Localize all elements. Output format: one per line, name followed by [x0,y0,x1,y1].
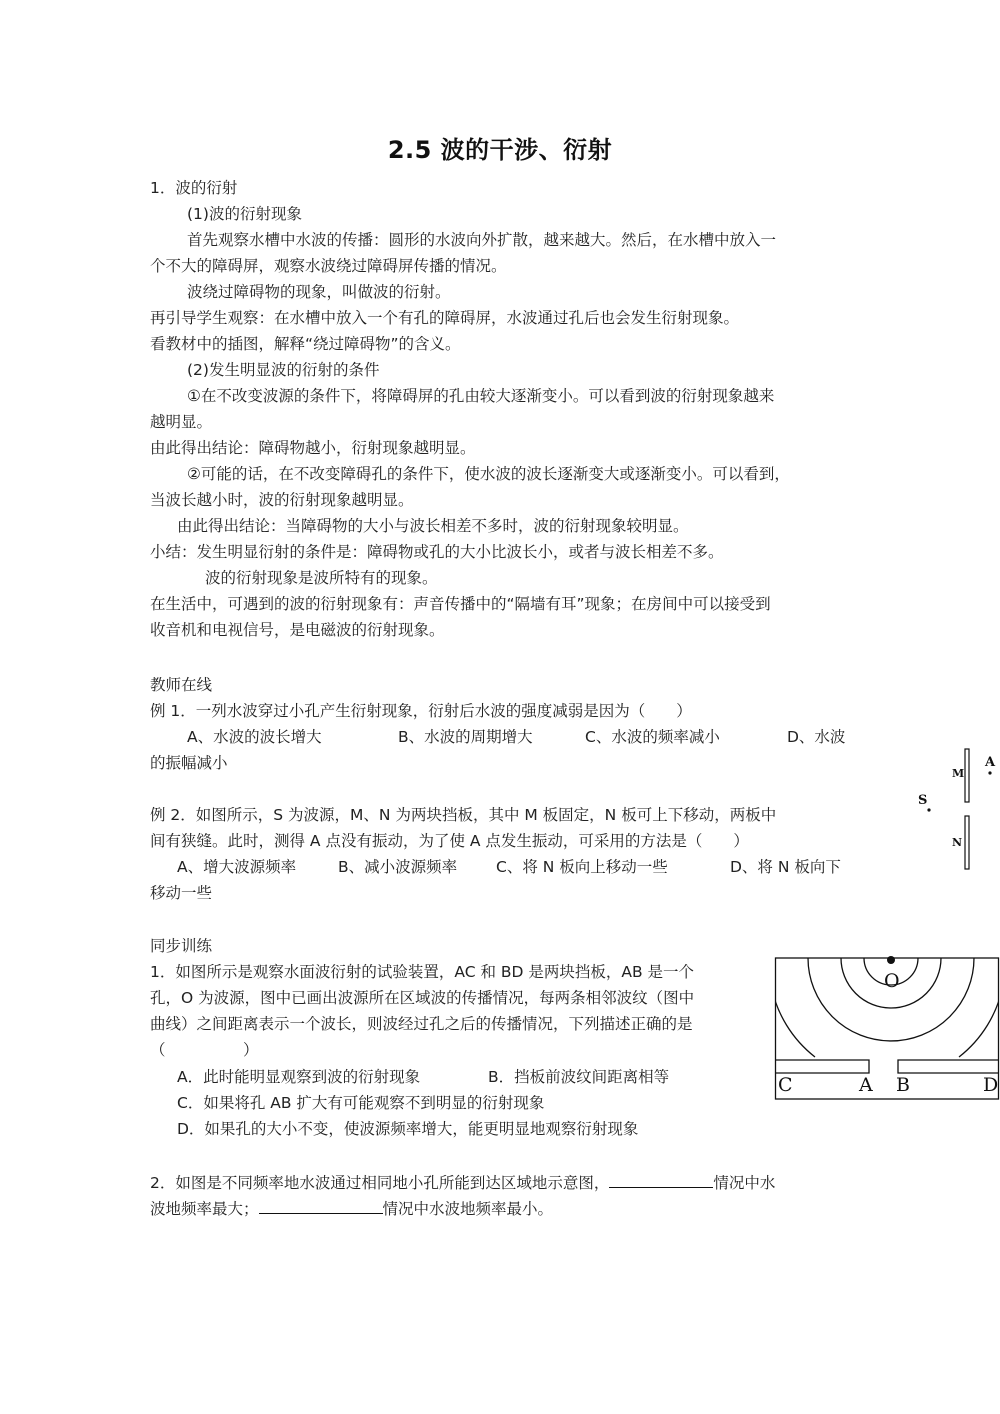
practice-q1-answer-bracket: （ ） [150,1041,259,1059]
practice-q1-option-a: A．此时能明显观察到波的衍射现象 [177,1068,421,1086]
practice-q1-line: 孔，O 为波源，图中已画出波源所在区域波的传播情况，每两条相邻波纹（图中 [150,989,695,1007]
practice-q2-line [150,1195,553,1222]
example-1-question: 例 1．一列水波穿过小孔产生衍射现象，衍射后水波的强度减弱是因为（ ） [150,702,692,720]
label-a: A [985,755,996,770]
example-2-option-d-cont: 移动一些 [150,884,213,902]
definition-line: 波绕过障碍物的现象，叫做波的衍射。 [187,283,451,301]
section-heading-teacher-online: 教师在线 [150,676,213,694]
source-point-s [927,808,930,811]
label-b: B [896,1074,910,1096]
answer-blank-max-frequency[interactable] [609,1169,713,1188]
section-heading-diffraction: 1．波的衍射 [150,179,238,197]
practice-q2-text: 情况中水波地频率最小。 [382,1200,554,1218]
example-2-option-d: D、将 N 板向下 [730,858,841,876]
example-1-option-b: B、水波的周期增大 [398,728,533,746]
example-2-question: 间有狭缝。此时，测得 A 点没有振动，为了使 A 点发生振动，可采用的方法是（ ） [150,832,749,850]
practice-q2-line [150,1169,775,1196]
label-o: O [884,970,900,992]
example-2-option-a: A、增大波源频率 [177,858,297,876]
example-1-option-d: D、水波 [787,728,846,746]
paragraph-line: 再引导学生观察：在水槽中放入一个有孔的障碍屏，水波通过孔后也会发生衍射现象。 [150,309,740,327]
practice-q1-option-b: B．挡板前波纹间距离相等 [488,1068,670,1086]
paragraph-line: ①在不改变波源的条件下，将障碍屏的孔由较大逐渐变小。可以看到波的衍射现象越来 [187,387,775,405]
label-d: D [983,1074,999,1096]
example-2-option-b: B、减小波源频率 [338,858,458,876]
paragraph-line: 当波长越小时，波的衍射现象越明显。 [150,491,414,509]
barrier-n [965,816,969,869]
barrier-bd [898,1060,999,1073]
conclusion-line: 由此得出结论：障碍物越小，衍射现象越明显。 [150,439,476,457]
label-s: S [918,793,928,808]
subheading-diffraction-phenomenon: (1)波的衍射现象 [187,205,302,223]
example-1-option-a: A、水波的波长增大 [187,728,322,746]
page-title: 2.5 波的干涉、衍射 [387,136,613,164]
practice-q1-option-c: C．如果将孔 AB 扩大有可能观察不到明显的衍射现象 [177,1094,545,1112]
paragraph-line: 首先观察水槽中水波的传播：圆形的水波向外扩散，越来越大。然后，在水槽中放入一 [187,231,777,249]
practice-q1-line: 1．如图所示是观察水面波衍射的试验装置，AC 和 BD 是两块挡板，AB 是一个 [150,963,695,981]
summary-line: 波的衍射现象是波所特有的现象。 [205,569,438,587]
label-m: M [952,767,965,780]
subheading-conditions: (2)发生明显波的衍射的条件 [187,361,380,379]
practice-q2-text: 波地频率最大； [150,1200,259,1218]
summary-line: 小结：发生明显衍射的条件是：障碍物或孔的大小比波长小，或者与波长相差不多。 [150,543,724,561]
conclusion-line: 由此得出结论：当障碍物的大小与波长相差不多时，波的衍射现象较明显。 [177,517,689,535]
example-1-option-c: C、水波的频率减小 [585,728,720,746]
source-point-o [887,956,895,964]
paragraph-line: 收音机和电视信号，是电磁波的衍射现象。 [150,621,445,639]
practice-q1-option-d: D．如果孔的大小不变，使波源频率增大，能更明显地观察衍射现象 [177,1120,639,1138]
example-1-option-d-cont: 的振幅减小 [150,754,228,772]
paragraph-line: 看教材中的插图，解释“绕过障碍物”的含义。 [150,335,461,353]
answer-blank-min-frequency[interactable] [259,1195,383,1214]
paragraph-line: 在生活中，可遇到的波的衍射现象有：声音传播中的“隔墙有耳”现象；在房间中可以接受到 [150,595,771,613]
practice-q2-text: 2．如图是不同频率地水波通过相同地小孔所能到达区域地示意图， [150,1174,610,1192]
section-heading-practice: 同步训练 [150,937,213,955]
paragraph-line: 越明显。 [150,413,213,431]
label-a: A [859,1074,873,1096]
barrier-m [965,749,969,802]
point-a [988,771,991,774]
label-n: N [952,836,963,849]
wave-tank-diagram [775,957,999,1099]
barrier-ac [776,1060,870,1073]
paragraph-line: 个不大的障碍屏，观察水波绕过障碍屏传播的情况。 [150,257,507,275]
paragraph-line: ②可能的话，在不改变障碍孔的条件下，使水波的波长逐渐变大或逐渐变小。可以看到， [187,465,790,483]
practice-q1-line: 曲线）之间距离表示一个波长，则波经过孔之后的传播情况，下列描述正确的是 [150,1015,693,1033]
practice-q2-text: 情况中水 [713,1174,776,1192]
example-2-question: 例 2．如图所示，S 为波源，M、N 为两块挡板，其中 M 板固定，N 板可上下移动，两板中 [150,806,777,824]
label-c: C [778,1074,793,1096]
slit-diagram [900,740,1000,880]
example-2-option-c: C、将 N 板向上移动一些 [496,858,668,876]
